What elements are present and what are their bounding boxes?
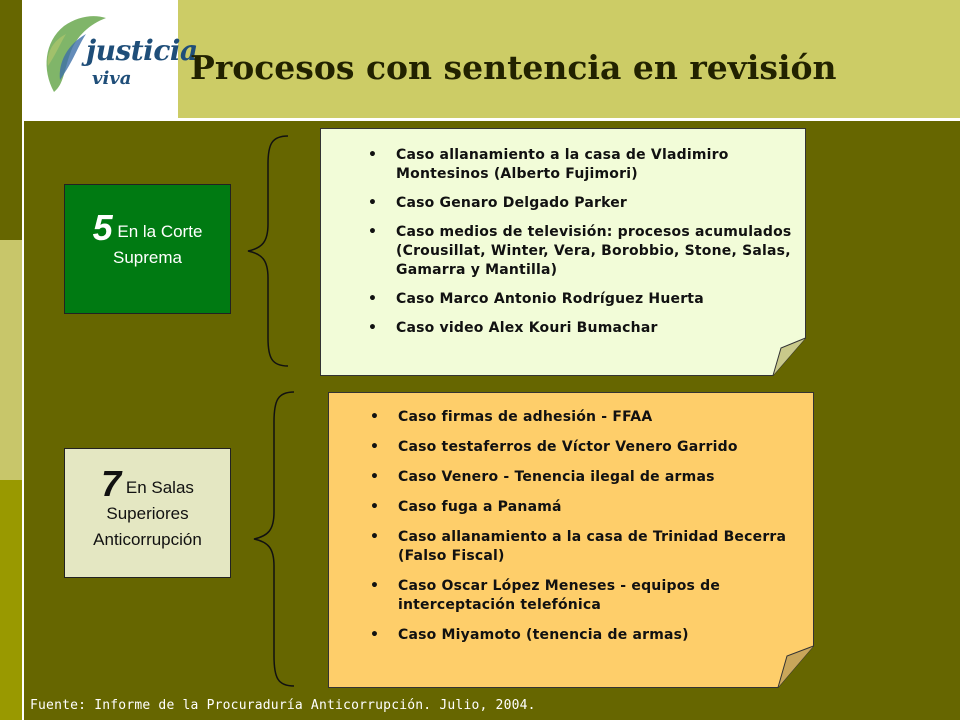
- category-label: En Salas: [125, 478, 194, 497]
- category-count: 5: [92, 207, 113, 248]
- source-note: Fuente: Informe de la Procuraduría Anticorrupción. Julio, 2004.: [30, 698, 536, 713]
- left-stripe-olive: [0, 480, 22, 720]
- list-item: • Caso firmas de adhesión - FFAA: [370, 408, 802, 427]
- curly-brace-icon: [244, 134, 294, 368]
- list-item: • Caso allanamiento a la casa de Vladimiro Montesinos (Alberto Fujimori): [368, 146, 798, 184]
- category-supreme-court: [64, 184, 231, 314]
- list-item: • Caso Marco Antonio Rodríguez Huerta: [368, 290, 798, 309]
- category-count: 7: [101, 463, 122, 504]
- list-item: • Caso Genaro Delgado Parker: [368, 194, 798, 213]
- logo: [24, 0, 198, 118]
- curly-brace-icon: [250, 390, 300, 688]
- category-label: Anticorrupción: [93, 530, 202, 549]
- left-stripe-light: [0, 240, 22, 480]
- list-item: • Caso medios de televisión: procesos acumulados (Crousillat, Winter, Vera, Borobbio, Stone, Salas, Gamarra y Mantilla): [368, 223, 798, 280]
- list-item: • Caso Miyamoto (tenencia de armas): [370, 626, 802, 645]
- list-item: • Caso Oscar López Meneses - equipos de interceptación telefónica: [370, 577, 802, 615]
- list-item: • Caso fuga a Panamá: [370, 498, 802, 517]
- horizontal-divider: [22, 118, 960, 121]
- category-superior-courts: [64, 448, 231, 578]
- category-label: En la Corte: [117, 222, 203, 241]
- supreme-court-cases-card: [320, 128, 806, 376]
- supreme-court-case-list: [368, 146, 798, 348]
- superior-court-cases-card: [328, 392, 814, 688]
- superior-court-case-list: [370, 408, 802, 656]
- left-stripe-dark: [0, 0, 22, 240]
- category-label: Suprema: [113, 248, 182, 267]
- logo-text-justicia: justicia: [86, 34, 198, 67]
- list-item: • Caso Venero - Tenencia ilegal de armas: [370, 468, 802, 487]
- category-label: Superiores: [106, 504, 189, 523]
- list-item: • Caso testaferros de Víctor Venero Garrido: [370, 438, 802, 457]
- list-item: • Caso allanamiento a la casa de Trinidad Becerra (Falso Fiscal): [370, 528, 802, 566]
- list-item: • Caso video Alex Kouri Bumachar: [368, 319, 798, 338]
- logo-text-viva: viva: [92, 68, 132, 89]
- page-title: Procesos con sentencia en revisión: [190, 48, 837, 87]
